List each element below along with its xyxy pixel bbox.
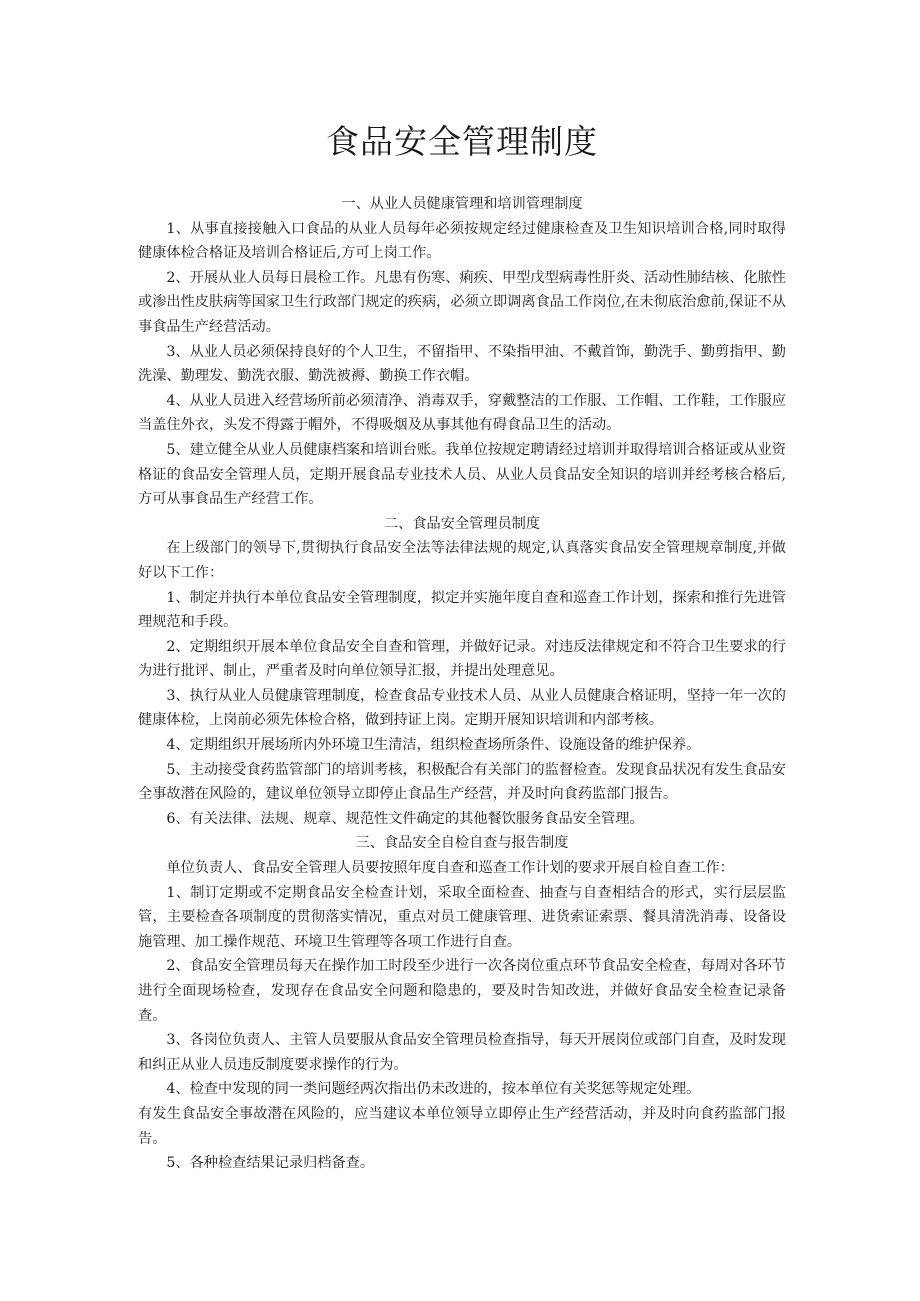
section-heading: 一、从业人员健康管理和培训管理制度 xyxy=(341,196,583,212)
paragraph: 4、从业人员进入经营场所前必须清净、消毒双手，穿戴整洁的工作服、工作帽、工作鞋，工作服应当盖住外衣，头发不得露于帽外，不得吸烟及从事其他有碍食品卫生的活动。 xyxy=(138,392,786,434)
paragraph: 5、建立健全从业人员健康档案和培训台账。我单位按规定聘请经过培训并取得培训合格证或从业资格证的食品安全管理人员，定期开展食品专业技术人员、从业人员食品安全知识的培训并经考核合格后,方可从事食品生产经营工作。 xyxy=(138,441,786,508)
section-self-inspection xyxy=(138,831,786,1175)
paragraph: 1、从事直接接触入口食品的从业人员每年必须按规定经过健康检查及卫生知识培训合格,同时取得健康体检合格证及培训合格证后,方可上岗工作。 xyxy=(138,220,786,262)
section-heading: 三、食品安全自检自查与报告制度 xyxy=(355,835,569,852)
section-heading: 二、食品安全管理员制度 xyxy=(383,515,541,532)
paragraph: 1、制定并执行本单位食品安全管理制度，拟定并实施年度自查和巡查工作计划，探索和推行先进管理规范和手段。 xyxy=(138,589,786,631)
paragraph: 2、开展从业人员每日晨检工作。凡患有伤寒、痢疾、甲型戊型病毒性肝炎、活动性肺结核、化脓性或渗出性皮肤病等国家卫生行政部门规定的疾病，必须立即调离食品工作岗位,在未彻底治愈前,保证不从事食品生产经营活动。 xyxy=(138,269,786,335)
document-body xyxy=(138,192,786,1176)
paragraph: 3、各岗位负责人、主管人员要服从食品安全管理员检查指导，每天开展岗位或部门自查，及时发现和纠正从业人员违反制度要求操作的行为。 xyxy=(138,1032,786,1073)
paragraph: 有发生食品安全事故潜在风险的，应当建议本单位领导立即停止生产经营活动，并及时向食药监部门报告。 xyxy=(138,1105,786,1147)
document-page xyxy=(138,0,786,1176)
paragraph: 1、制订定期或不定期食品安全检查计划，采取全面检查、抽查与自查相结合的形式，实行层层监管，主要检查各项制度的贯彻落实情况，重点对员工健康管理、进货索证索票、餐具清洗消毒、设备设施管理、加工操作规范、环境卫生管理等各项工作进行自查。 xyxy=(138,884,786,950)
paragraph: 单位负责人、食品安全管理人员要按照年度自查和巡查工作计划的要求开展自检自查工作： xyxy=(166,860,734,877)
paragraph: 3、从业人员必须保持良好的个人卫生，不留指甲、不染指甲油、不戴首饰，勤洗手、勤剪指甲、勤洗澡、勤理发、勤洗衣服、勤洗被褥、勤换工作衣帽。 xyxy=(138,343,786,385)
paragraph: 6、有关法律、法规、规章、规范性文件确定的其他餐饮服务食品安全管理。 xyxy=(166,810,644,827)
paragraph: 2、定期组织开展本单位食品安全自查和管理，并做好记录。对违反法律规定和不符合卫生要求的行为进行批评、制止，严重者及时向单位领导汇报，并提出处理意见。 xyxy=(138,638,786,680)
paragraph: 5、主动接受食药监管部门的培训考核，积极配合有关部门的监督检查。发现食品状况有发生食品安全事故潜在风险的，建议单位领导立即停止食品生产经营，并及时向食药监部门报告。 xyxy=(138,761,786,803)
paragraph: 3、执行从业人员健康管理制度，检查食品专业技术人员、从业人员健康合格证明，坚持一年一次的健康体检，上岗前必须先体检合格，做到持证上岗。定期开展知识培训和内部考核。 xyxy=(138,687,786,729)
section-health-training xyxy=(138,192,786,512)
paragraph: 5、各种检查结果记录归档备查。 xyxy=(166,1155,375,1172)
paragraph: 4、检查中发现的同一类问题经两次指出仍未改进的，按本单位有关奖惩等规定处理。 xyxy=(166,1081,701,1098)
paragraph: 2、食品安全管理员每天在操作加工时段至少进行一次各岗位重点环节食品安全检查，每周对各环节进行全面现场检查，发现存在食品安全问题和隐患的，要及时告知改进，并做好食品安全检查记录备查。 xyxy=(138,958,786,1024)
section-safety-manager xyxy=(138,512,786,832)
paragraph: 4、定期组织开展场所内外环境卫生清洁，组织检查场所条件、设施设备的维护保养。 xyxy=(166,737,701,754)
document-title: 食品安全管理制度 xyxy=(326,122,598,161)
paragraph: 在上级部门的领导下,贯彻执行食品安全法等法律法规的规定,认真落实食品安全管理规章制度,并做好以下工作： xyxy=(138,540,786,581)
